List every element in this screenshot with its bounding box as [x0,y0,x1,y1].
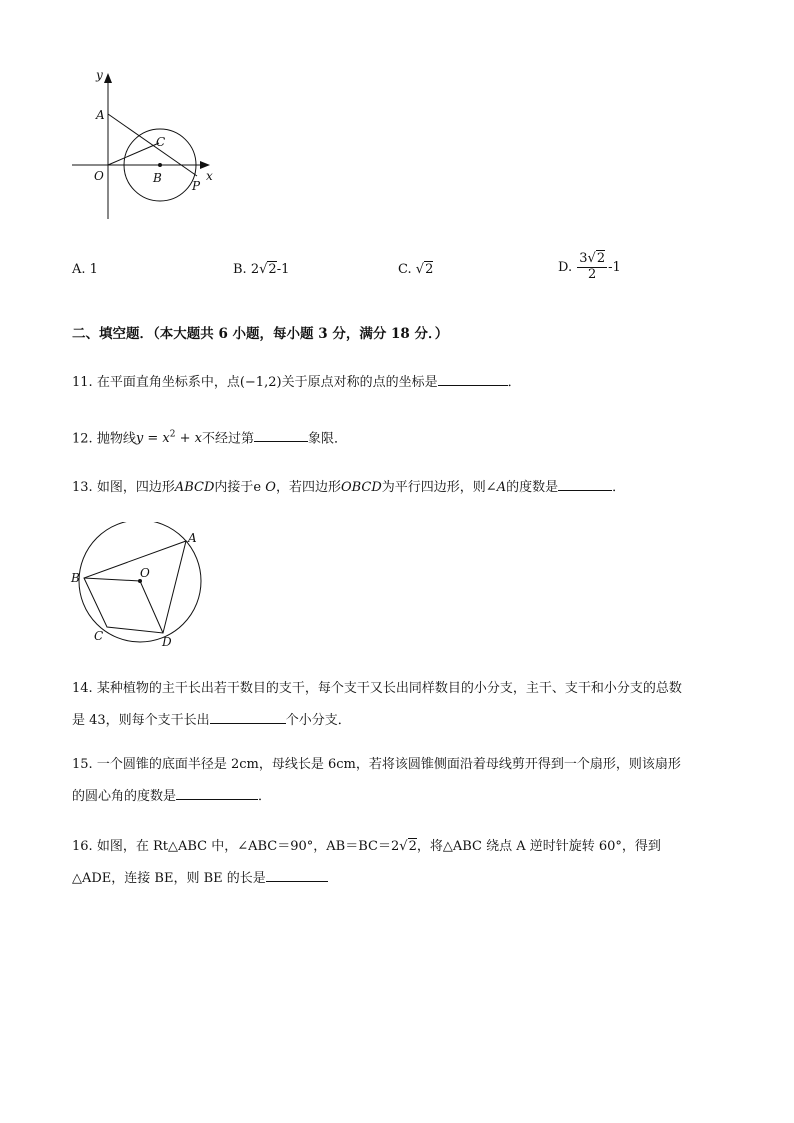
point-b [158,163,162,167]
option-b-letter: B. [233,262,247,277]
option-d[interactable] [558,252,621,283]
q12-text-pre: 抛物线 [96,431,136,447]
q13-obcd: OBCD [340,480,382,495]
segment-ap [108,114,197,176]
option-d-denominator: 2 [588,266,597,282]
q13-o: O [265,480,276,495]
sqrt-icon: √ [587,251,596,266]
coordinate-figure [64,64,224,224]
label-p: P [192,179,201,193]
option-b-suffix: -1 [276,262,290,277]
q12-answer-blank[interactable] [254,427,308,442]
sqrt-icon: √ [415,262,425,277]
q13-end: ． [612,480,626,495]
q15-line1: 15. 一个圆锥的底面半径是 2cm，母线长是 6cm，若将该圆锥侧面沿着母线剪开得到一个扇形，则该扇形 [72,757,681,772]
q16-line1: 16. 如图，在 Rt△ABC 中，∠ABC＝90°，AB＝BC＝2√2，将△ABC 绕点 A 逆时针旋转 60°，得到 [72,839,661,854]
q14-answer-blank[interactable] [210,709,286,724]
q11-answer-blank[interactable] [438,371,508,386]
option-c-letter: C. [398,262,412,277]
label-b: B [71,571,80,585]
option-d-numerator: 3√2 [579,251,606,266]
question-12 [72,422,732,452]
option-a[interactable] [72,262,98,277]
q12-text-post: 不经过第 [201,431,254,447]
question-16 [72,834,732,892]
label-b: B [153,171,162,185]
question-13 [72,475,732,501]
q11-text-post: 关于原点对称的点的坐标是 [281,375,438,390]
label-y: y [96,68,103,82]
label-a: A [96,108,105,122]
q13-a: A [496,480,507,495]
option-a-value: 1 [89,262,98,277]
question-11 [72,370,732,396]
q16-number: 16. [72,839,93,854]
option-c[interactable] [398,262,433,277]
label-c: C [156,135,166,149]
q13-abcd: ABCD [174,480,215,495]
q13-text3: ，若四边形 [275,480,341,495]
label-d: D [162,635,172,649]
sqrt-icon: √ [259,262,268,277]
q13-circ: e [253,480,262,495]
angle-icon: ∠ [485,480,497,495]
section-heading: 二、填空题．（本大题共 6 小题，每小题 3 分，满分 18 分．） [72,326,449,342]
x-axis-arrow [200,161,210,169]
q11-end: ． [507,375,521,390]
q12-end: 象限． [307,431,347,447]
q14-line2: 是 43，则每个支干长出 个小分支． [72,708,732,734]
q14-line1: 14. 某种植物的主干长出若干数目的支干，每个支干又长出同样数目的小分支，主干、支干和小分支的总数 [72,681,682,696]
option-b[interactable] [233,262,289,277]
q13-text4: 为平行四边形，则 [381,480,486,495]
option-d-suffix: -1 [608,259,621,275]
q11-point: (−1,2) [239,375,282,390]
q13-text1: 如图，四边形 [96,480,175,495]
question-14 [72,676,732,734]
q13-text5: 的度数是 [506,480,559,495]
sqrt-icon: √ [399,839,408,854]
q15-line2: 的圆心角的度数是 ． [72,784,732,810]
q12-formula: $y = x^2 + x$ [135,430,202,447]
y-axis-arrow [104,73,112,83]
q12-number: 12. [72,431,93,447]
label-x: x [206,169,213,183]
q11-number: 11. [72,375,93,390]
q15-number: 15. [72,757,93,772]
q15-answer-blank[interactable] [176,785,258,800]
circle-quadrilateral-figure [64,522,224,656]
option-c-radicand: 2 [425,262,434,277]
option-d-letter: D. [558,259,573,275]
label-c: C [94,629,104,643]
label-o: O [94,169,104,183]
segment-oc [108,143,159,165]
question-15 [72,752,732,810]
option-b-coef: 2 [250,262,260,277]
option-b-radicand: 2 [268,262,277,277]
label-o: O [140,566,150,580]
q13-number: 13. [72,480,93,495]
q16-line2: △ADE，连接 BE，则 BE 的长是 [72,866,732,892]
q14-number: 14. [72,681,93,696]
segments-bod [84,578,163,633]
q13-answer-blank[interactable] [558,476,612,491]
q13-text2: 内接于 [214,480,254,495]
q11-text-pre: 在平面直角坐标系中，点 [96,375,240,390]
option-a-letter: A. [72,262,86,277]
quadrilateral-abcd [84,541,186,633]
label-a: A [188,531,197,545]
q16-answer-blank[interactable] [266,867,328,882]
option-d-fraction [577,252,607,283]
